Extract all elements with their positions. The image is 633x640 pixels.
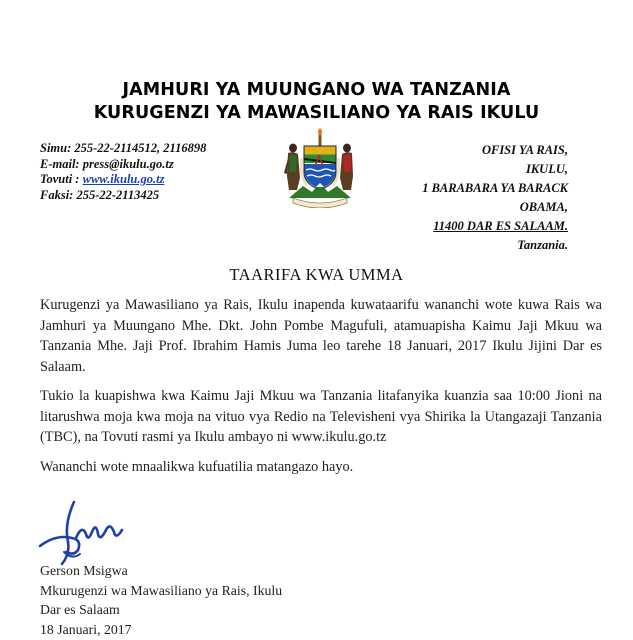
address-line6: Tanzania. (517, 238, 568, 252)
document-heading: TAARIFA KWA UMMA (229, 265, 404, 284)
header-title-line2: KURUGENZI YA MAWASILIANO YA RAIS IKULU (93, 103, 540, 123)
paragraph-1: Kurugenzi ya Mawasiliano ya Rais, Ikulu inapenda kuwataarifu wananchi wote kuwa Rais wa Jamhuri ya Muungano Mhe. Dkt. John Pombe Magufuli, atamuapisha Kaimu Jaji Mkuu wa Tanzania Mhe. Jaji Prof. Ibrahim Hamis Juma leo tarehe 18 Januari, 2017 Ikulu Jijini Dar es Salaam. (40, 297, 602, 375)
signoff-block (40, 561, 282, 639)
header-title-line1: JAMHURI YA MUUNGANO WA TANZANIA (122, 80, 511, 100)
handwritten-signature (34, 494, 134, 569)
contact-website (40, 172, 206, 188)
signatory-title: Mkurugenzi wa Mawasiliano ya Rais, Ikulu (40, 582, 283, 598)
address-line5: 11400 DAR ES SALAAM. (433, 219, 568, 233)
contact-block (40, 141, 206, 203)
signatory-name: Gerson Msigwa (40, 563, 128, 578)
contact-fax: Faksi: 255-22-2113425 (40, 187, 160, 202)
contact-phone: Simu: 255-22-2114512, 2116898 (40, 141, 207, 155)
address-block (422, 141, 568, 255)
signoff-date: 18 Januari, 2017 (40, 621, 132, 637)
address-line3: 1 BARABARA YA BARACK (422, 181, 568, 195)
address-line4: OBAMA, (519, 200, 568, 214)
website-label: Tovuti : (40, 172, 83, 186)
website-link[interactable]: www.ikulu.go.tz (82, 172, 165, 186)
paragraph-2: Tukio la kuapishwa kwa Kaimu Jaji Mkuu wa Tanzania litafanyika kuanzia saa 10:00 Jioni na litarushwa moja kwa moja na vituo vya Redio na Televisheni vya Shirika la Utangazaji Tanzania (TBC), na Tovuti rasmi ya Ikulu ambayo ni www.ikulu.go.tz (40, 388, 602, 445)
signoff-place: Dar es Salaam (40, 602, 120, 617)
address-line2: IKULU, (525, 162, 568, 176)
address-line1: OFISI YA RAIS, (481, 143, 568, 157)
paragraph-3: Wananchi wote mnaalikwa kufuatilia matangazo hayo. (40, 459, 354, 475)
tanzania-coat-of-arms-icon (279, 128, 361, 208)
contact-email: E-mail: press@ikulu.go.tz (40, 156, 174, 171)
